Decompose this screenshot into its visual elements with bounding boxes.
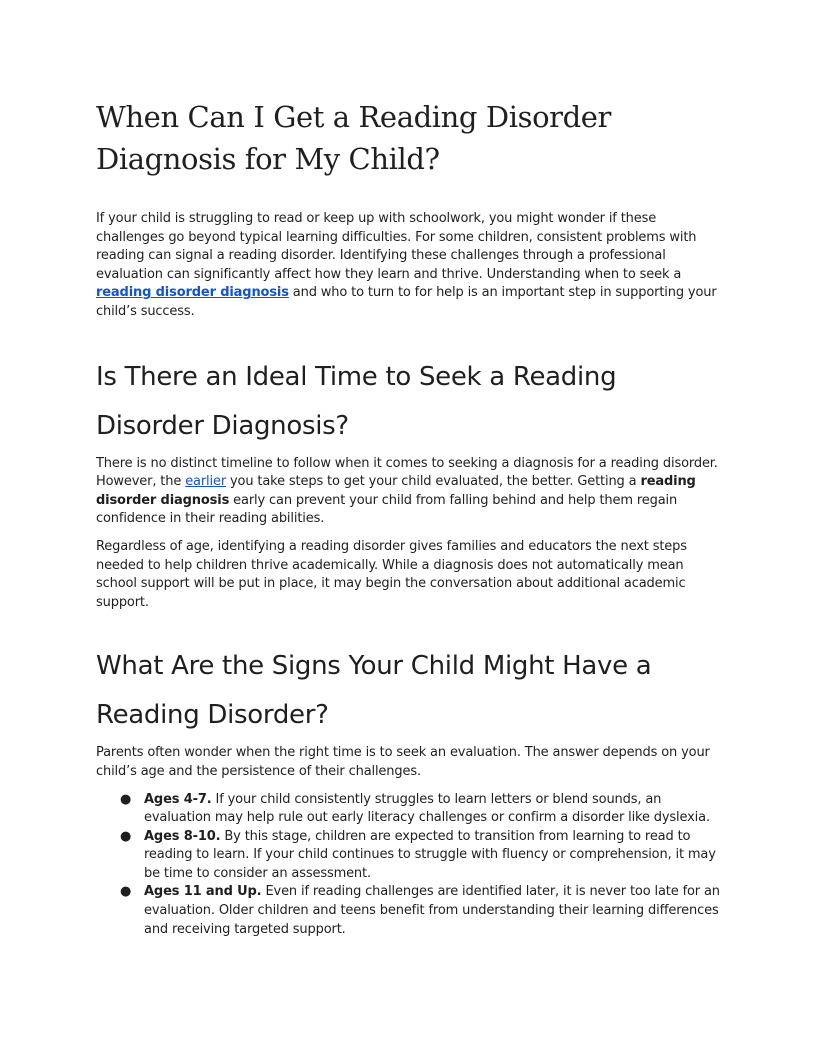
section1-p1-text-3: early can prevent your child from falling behind and help them regain confidence in their reading abilities.	[96, 492, 678, 527]
age-bullet-list	[96, 791, 722, 940]
earlier-link[interactable]: earlier	[185, 474, 227, 490]
intro-text-1: If your child is struggling to read or keep up with schoolwork, you might wonder if these challenges go beyond typical learning difficulties. For some children, consistent problems with reading can signal a reading disorder. Identifying these challenges through a professional evaluation can significantly affect how they learn and thrive. Understanding when to seek a	[96, 211, 697, 282]
section2-paragraph-1: Parents often wonder when the right time is to seek an evaluation. The answer depends on your child’s age and the persistence of their challenges.	[96, 745, 710, 779]
section-heading-ideal-time: Is There an Ideal Time to Seek a Reading Disorder Diagnosis?	[96, 361, 617, 441]
bullet-icon: ●	[120, 828, 132, 844]
intro-text-2: and who to turn to for help is an important step in supporting your child’s success.	[96, 285, 717, 319]
bullet-text: Even if reading challenges are identified later, it is never too late for an evaluation. Older children and teens benefit from understanding their learning differences and receiving targeted support.	[144, 884, 720, 937]
intro-paragraph	[96, 210, 722, 322]
bullet-label: Ages 11 and Up.	[144, 884, 262, 900]
bullet-text: If your child consistently struggles to learn letters or blend sounds, an evaluation may help rule out early literacy challenges or confirm a disorder like dyslexia.	[144, 791, 710, 826]
list-item	[96, 791, 722, 828]
section1-p1-text-1: There is no distinct timeline to follow when it comes to seeking a diagnosis for a reading disorder. However, the	[96, 455, 718, 490]
list-item	[96, 828, 722, 884]
section1-p1-text-2: you take steps to get your child evaluated, the better. Getting a	[226, 474, 641, 490]
section-heading-signs: What Are the Signs Your Child Might Have a Reading Disorder?	[96, 651, 652, 731]
list-item	[96, 883, 722, 939]
bullet-icon: ●	[120, 884, 132, 900]
section1-paragraph-2: Regardless of age, identifying a reading disorder gives families and educators the next steps needed to help children thrive academically. While a diagnosis does not automatically mean school support will be put in place, it may begin the conversation about additional academic support.	[96, 538, 687, 610]
bullet-label: Ages 8-10.	[144, 828, 221, 844]
document-page	[96, 96, 722, 939]
bullet-icon: ●	[120, 791, 132, 807]
reading-disorder-diagnosis-link[interactable]: reading disorder diagnosis	[96, 285, 289, 301]
bullet-label: Ages 4-7.	[144, 791, 212, 807]
section1-p1-bold: reading disorder diagnosis	[96, 474, 696, 508]
page-title: When Can I Get a Reading Disorder Diagnosis for My Child?	[96, 100, 612, 176]
bullet-text: By this stage, children are expected to transition from learning to read to reading to learn. If your child continues to struggle with fluency or comprehension, it may be time to consider an assessment.	[144, 828, 716, 881]
section1-paragraph-1	[96, 455, 722, 529]
